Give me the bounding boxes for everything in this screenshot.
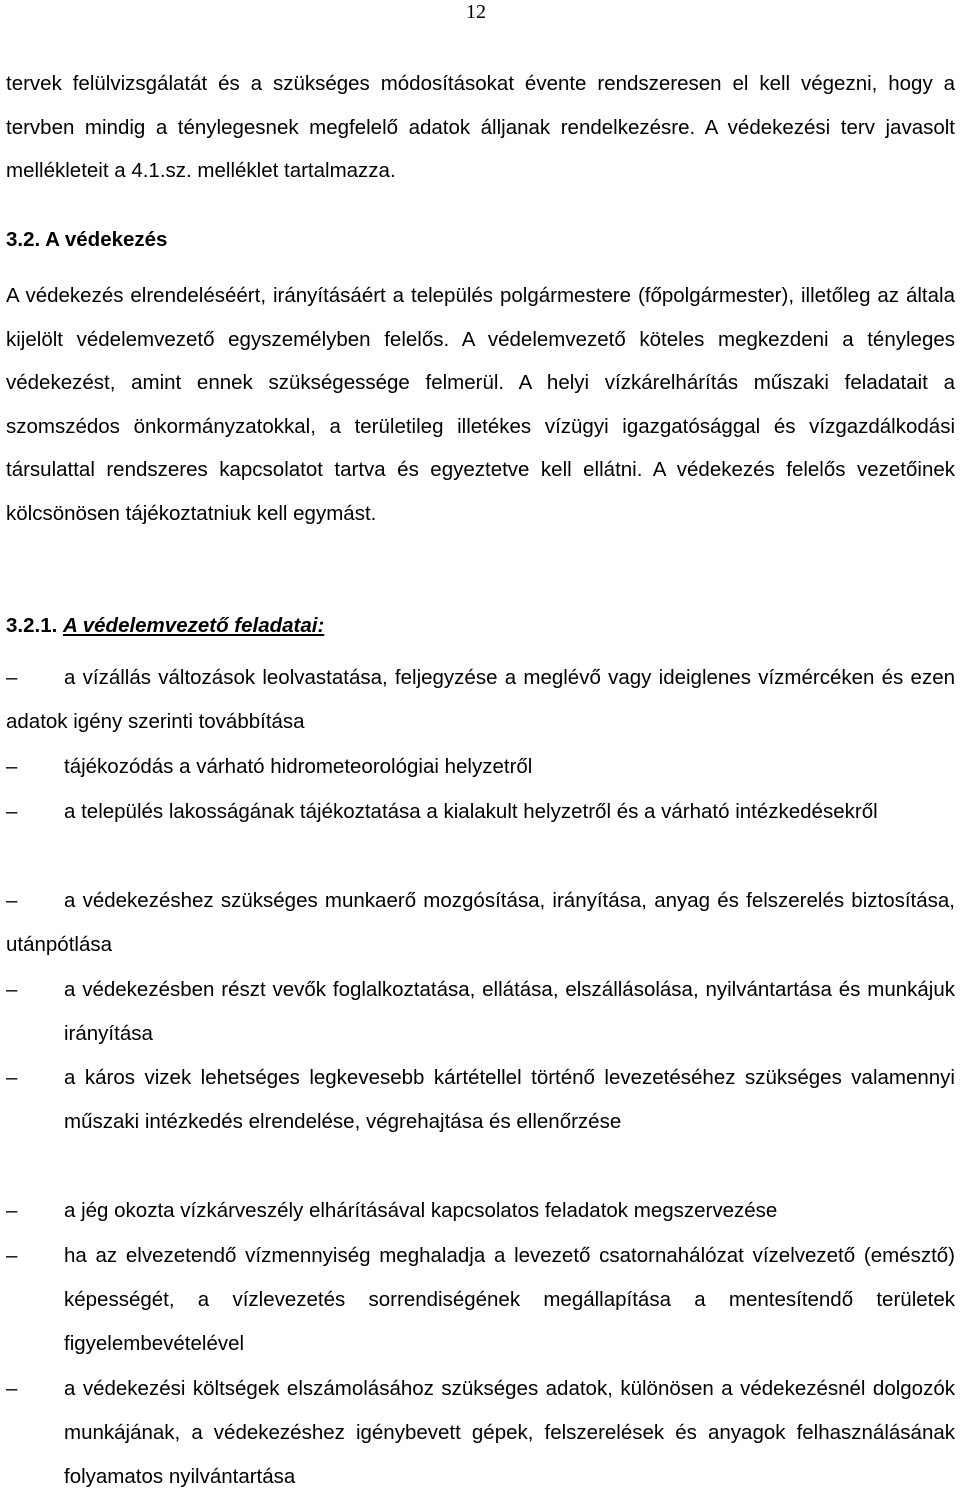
list-item	[6, 1367, 955, 1499]
list-item-text: a jég okozta vízkárveszély elhárításával kapcsolatos feladatok megszervezése	[64, 1199, 778, 1222]
subsection-title: A védelemvezető feladatai:	[63, 614, 325, 637]
list-item-text: a védekezéshez szükséges munkaerő mozgósítása, irányítása, anyag és felszerelés biztosítása, utánpótlása	[6, 889, 955, 956]
list-item-text: a vízállás változások leolvastatása, feljegyzése a meglévő vagy ideiglenes vízmércéken és ezen adatok igény szerinti továbbítása	[6, 666, 955, 733]
section-number: 3.2.	[6, 228, 41, 251]
list-item	[6, 790, 955, 834]
list-item	[6, 1189, 955, 1233]
list-item-text: ha az elvezetendő vízmennyiség meghaladja a levezető csatornahálózat vízelvezető (emésztő) képességét, a vízlevezetés sorrendiségének megállapítása a mentesítendő területek figyelembevételével	[64, 1244, 955, 1355]
list-item	[6, 968, 955, 1056]
list-item-text: a káros vizek lehetséges legkevesebb kártétellel történő levezetéséhez szükséges valamennyi műszaki intézkedés elrendelése, végrehajtása és ellenőrzése	[64, 1066, 955, 1133]
list-item-text: a védekezésben részt vevők foglalkoztatása, ellátása, elszállásolása, nyilvántartása és munkájuk irányítása	[64, 978, 955, 1045]
list-item	[6, 656, 955, 744]
dash-bullet: –	[6, 1199, 18, 1222]
section-paragraph: A védekezés elrendeléséért, irányításáért a település polgármestere (főpolgármester), illetőleg az általa kijelölt védelemvezető egyszemélyben felelős. A védelemvezető köteles megkezdeni a tényleges védekezést, amint ennek szükségessége felmerül. A helyi vízkárelhárítás műszaki feladatait a szomszédos önkormányzatokkal, a területileg illetékes vízügyi igazgatósággal és vízgazdálkodási társulattal rendszeres kapcsolatot tartva és egyeztetve kell ellátni. A védekezés felelős vezetőinek kölcsönösen tájékoztatniuk kell egymást.	[6, 284, 955, 525]
dash-bullet: –	[6, 978, 18, 1001]
list-item	[6, 879, 955, 967]
list-item-text: a védekezési költségek elszámolásához szükséges adatok, különösen a védekezésnél dolgozók munkájának, a védekezéshez igénybevett gépek, felszerelések és anyagok felhasználásának folyamatos nyilvántartása	[64, 1377, 955, 1488]
list-item	[6, 1234, 955, 1366]
list-item	[6, 1056, 955, 1144]
page-number: 12	[466, 1, 486, 23]
list-item-text: tájékozódás a várható hidrometeorológiai helyzetről	[64, 755, 533, 778]
dash-bullet: –	[6, 666, 18, 689]
dash-bullet: –	[6, 1244, 18, 1267]
list-item	[6, 745, 955, 789]
section-title: A védekezés	[45, 228, 168, 251]
subsection-heading	[6, 613, 324, 639]
dash-bullet: –	[6, 889, 18, 912]
intro-paragraph: tervek felülvizsgálatát és a szükséges módosításokat évente rendszeresen el kell végezni, hogy a tervben mindig a ténylegesnek megfelelő adatok álljanak rendelkezésre. A védekezési terv javasolt mellékleteit a 4.1.sz. melléklet tartalmazza.	[6, 72, 955, 182]
dash-bullet: –	[6, 1377, 18, 1400]
dash-bullet: –	[6, 1066, 18, 1089]
list-item-text: a település lakosságának tájékoztatása a kialakult helyzetről és a várható intézkedésekről	[64, 800, 878, 823]
dash-bullet: –	[6, 800, 18, 823]
section-heading	[6, 227, 167, 253]
dash-bullet: –	[6, 755, 18, 778]
subsection-number: 3.2.1.	[6, 614, 58, 637]
